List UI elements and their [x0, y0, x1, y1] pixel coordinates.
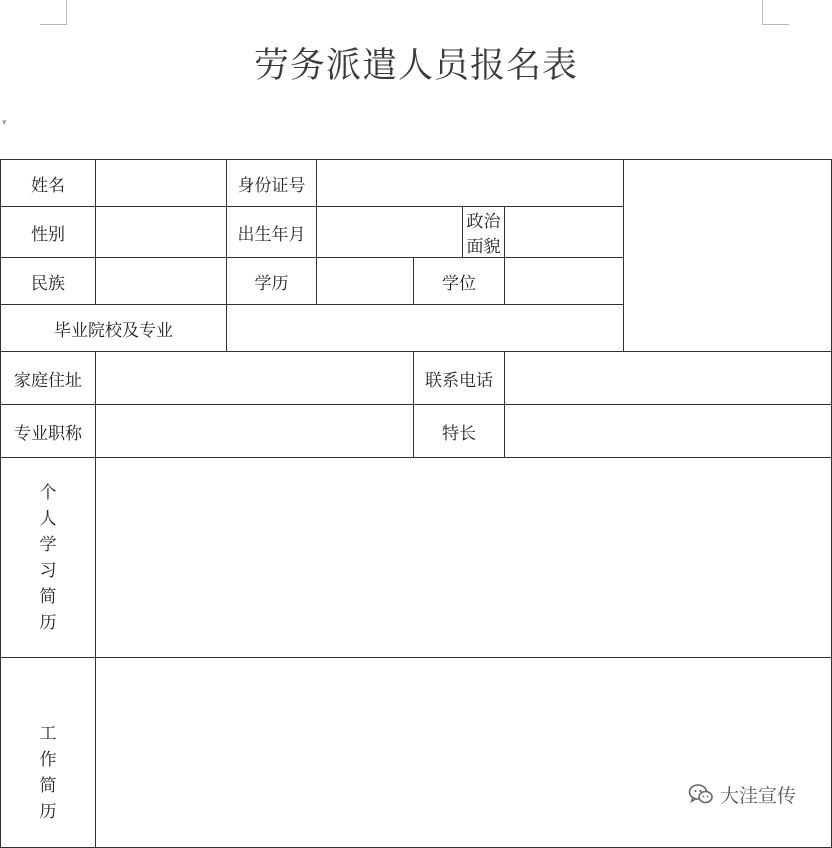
- watermark-text: 大洼宣传: [720, 784, 797, 807]
- professional-title-label: 专业职称: [1, 405, 96, 458]
- birth-date-label: 出生年月: [227, 207, 317, 258]
- watermark: [688, 780, 796, 808]
- study-history-char: 习: [39, 560, 57, 581]
- study-history-char: 个: [39, 482, 57, 503]
- work-history-char: 作: [39, 749, 57, 770]
- ethnicity-label: 民族: [1, 258, 96, 305]
- phone-field[interactable]: [505, 352, 832, 405]
- work-history-char: 工: [39, 723, 57, 744]
- specialty-label: 特长: [414, 405, 505, 458]
- school-major-field[interactable]: [227, 305, 624, 352]
- specialty-field[interactable]: [505, 405, 832, 458]
- gender-field[interactable]: [96, 207, 227, 258]
- birth-date-field[interactable]: [317, 207, 463, 258]
- study-history-char: 学: [39, 534, 57, 555]
- wechat-official-account-icon: [688, 782, 714, 806]
- id-number-field[interactable]: [317, 160, 624, 207]
- phone-label: 联系电话: [414, 352, 505, 405]
- school-major-label: 毕业院校及专业: [1, 305, 227, 352]
- gender-label: 性别: [1, 207, 96, 258]
- name-label: 姓名: [1, 160, 96, 207]
- study-history-char: 简: [39, 586, 57, 607]
- study-history-char: 人: [39, 508, 57, 529]
- home-address-field[interactable]: [96, 352, 414, 405]
- registration-form-table: [0, 159, 832, 848]
- education-label: 学历: [227, 258, 317, 305]
- political-status-label: 政治面貌: [463, 207, 505, 258]
- work-history-label: [1, 658, 96, 848]
- study-history-label: [1, 458, 96, 658]
- study-history-char: 历: [39, 612, 57, 633]
- page-corner-mark-top-left: [40, 0, 67, 25]
- work-history-char: 简: [39, 775, 57, 796]
- work-history-field[interactable]: [96, 658, 832, 848]
- degree-field[interactable]: [505, 258, 624, 305]
- page-title: 劳务派遣人员报名表: [253, 46, 578, 86]
- work-history-char: 历: [39, 801, 57, 822]
- professional-title-field[interactable]: [96, 405, 414, 458]
- ethnicity-field[interactable]: [96, 258, 227, 305]
- home-address-label: 家庭住址: [1, 352, 96, 405]
- photo-cell[interactable]: [624, 160, 832, 352]
- name-field[interactable]: [96, 160, 227, 207]
- education-field[interactable]: [317, 258, 414, 305]
- id-number-label: 身份证号: [227, 160, 317, 207]
- degree-label: 学位: [414, 258, 505, 305]
- page-corner-mark-top-right: [762, 0, 789, 25]
- political-status-field[interactable]: [505, 207, 624, 258]
- paragraph-anchor-icon: ▾: [2, 118, 7, 128]
- study-history-field[interactable]: [96, 458, 832, 658]
